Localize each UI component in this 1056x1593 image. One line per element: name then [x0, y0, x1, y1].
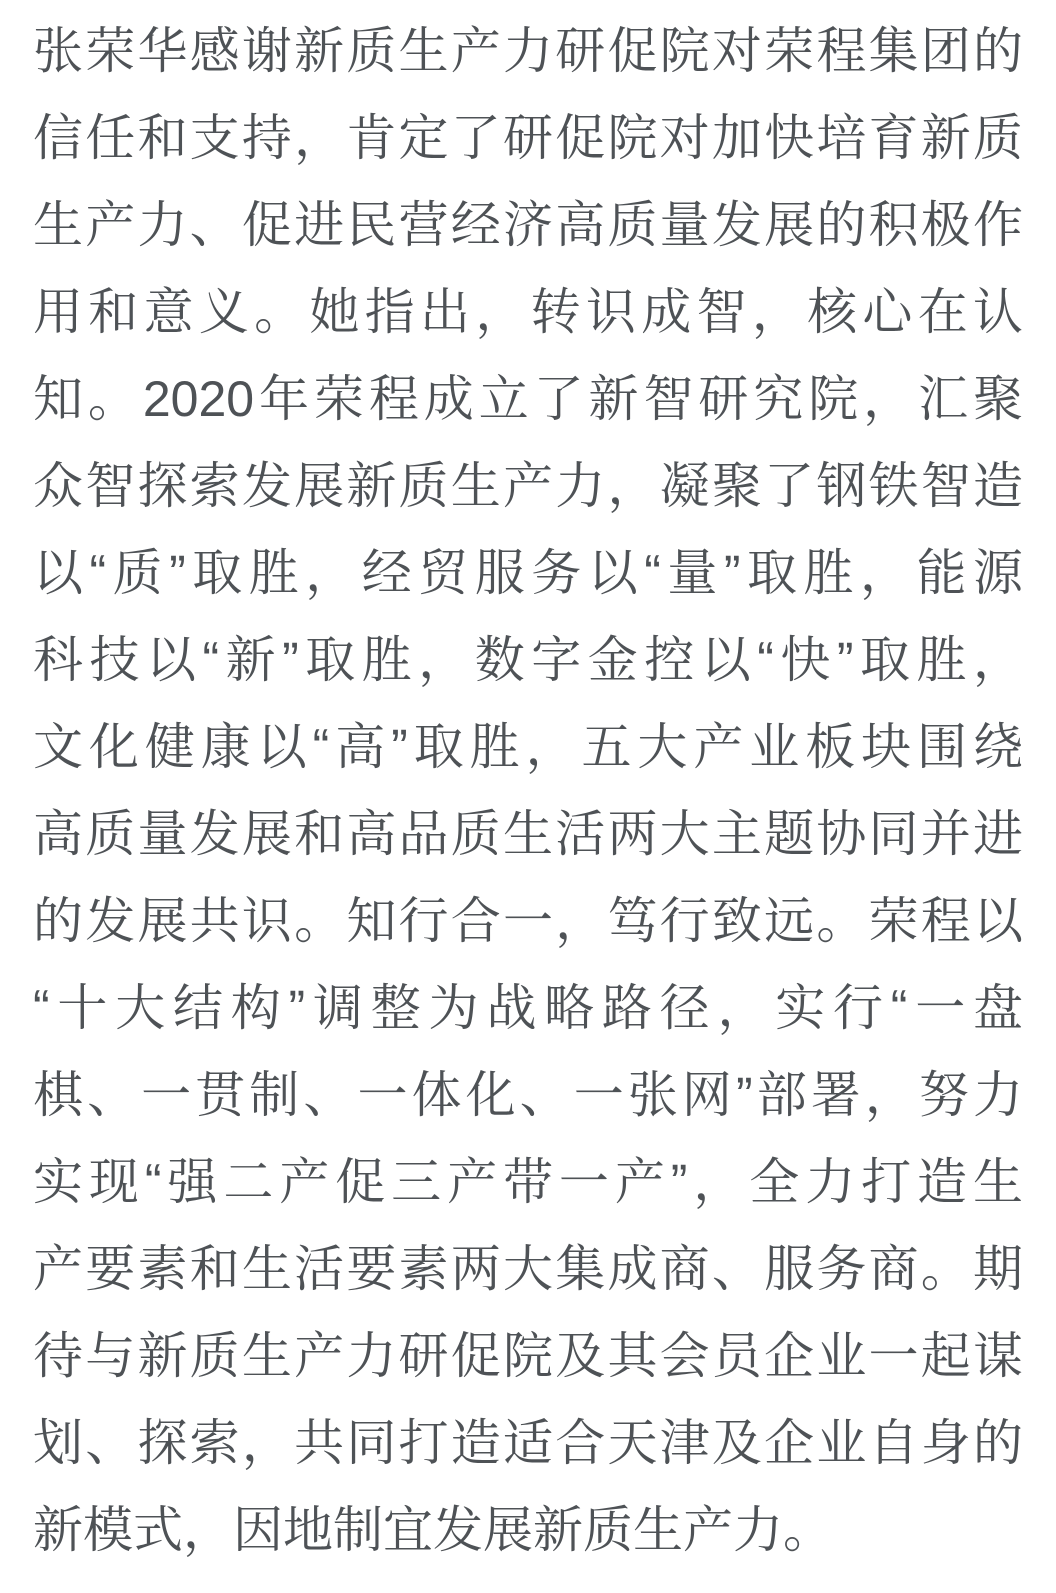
text-line: 信任和支持，肯定了研促院对加快培育新质	[33, 110, 1023, 166]
text-line: 产要素和生活要素两大集成商、服务商。期	[33, 1241, 1023, 1297]
text-line: 知。2020年荣程成立了新智研究院，汇聚	[33, 371, 1023, 427]
text-line: 生产力、促进民营经济高质量发展的积极作	[33, 197, 1023, 253]
text-line: 实现“强二产促三产带一产”，全力打造生	[33, 1154, 1023, 1210]
text-line: 划、探索，共同打造适合天津及企业自身的	[33, 1415, 1023, 1471]
text-line: 文化健康以“高”取胜，五大产业板块围绕	[33, 719, 1023, 775]
text-line: 的发展共识。知行合一，笃行致远。荣程以	[33, 893, 1023, 949]
text-line: 待与新质生产力研促院及其会员企业一起谋	[33, 1328, 1023, 1384]
text-line: 众智探索发展新质生产力，凝聚了钢铁智造	[33, 458, 1023, 514]
text-line: 用和意义。她指出，转识成智，核心在认	[33, 284, 1023, 340]
text-line: 张荣华感谢新质生产力研促院对荣程集团的	[33, 23, 1023, 79]
text-line: 棋、一贯制、一体化、一张网”部署，努力	[33, 1067, 1023, 1123]
text-line: “十大结构”调整为战略路径，实行“一盘	[33, 980, 1023, 1036]
text-line: 高质量发展和高品质生活两大主题协同并进	[33, 806, 1023, 862]
text-line: 新模式，因地制宜发展新质生产力。	[33, 1502, 833, 1558]
text-line: 以“质”取胜，经贸服务以“量”取胜，能源	[33, 545, 1023, 601]
text-line: 科技以“新”取胜，数字金控以“快”取胜，	[33, 632, 1023, 688]
